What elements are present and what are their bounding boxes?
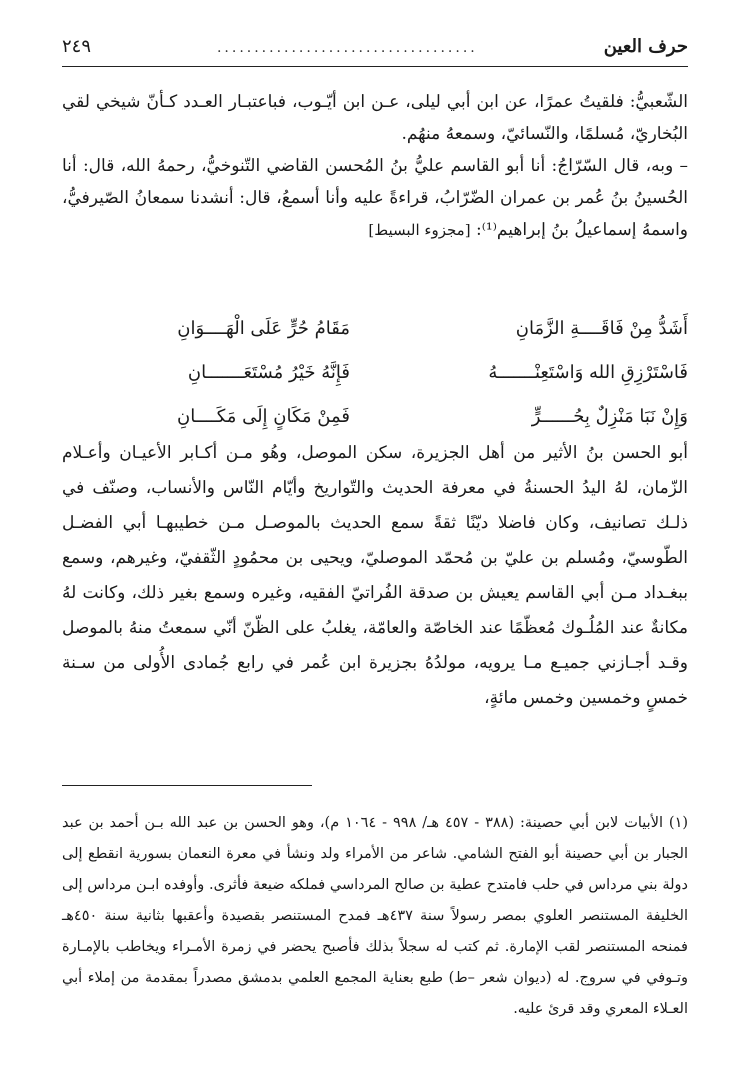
- footnote-text: (١) الأبيات لابن أبي حصينة: (٣٨٨ - ٤٥٧ هـ/ ٩٩٨ - ١٠٦٤ م)، وهو الحسن بن عبد الله بـن أحمد بن عبد الجبار بن أبي حصينة أبو الفتح الشامي. شاعر من الأمراء ولد ونشأ في معرة النعمان بسورية انقطع إلى دولة بني مرداس في حلب فامتدح عطية بن صالح المرداسي فملكه ضيعة فأثرى. وأوفده ابـن مرداس إلى الخليفة المستنصر العلوي بمصر رسولاً سنة ٤٣٧هـ فمدح المستنصر بقصيدة وأعقبها بثانية سنة ٤٥٠هـ فمنحه المستنصر لقب الإمارة. ثم كتب له سجلاً بذلك فأصبح يحضر في زمرة الأمـراء ويخاطب بالإمـارة وتـوفي في سروج. له (ديوان شعر –ط) طبع بعناية المجمع العلمي بدمشق مصدراً بمقدمة من إملاء أبي العـلاء المعري وقد قرئ عليه.: [62, 815, 689, 1017]
- verse-first-half: وَإِنْ نَبَا مَنْزِلٌ بِحُــــــرٍّ: [531, 405, 688, 427]
- verse-second-half: مَقَامُ حُرٍّ عَلَى الْهَــــوَانِ: [177, 317, 350, 339]
- paragraph-2-text: – وبه، قال السّرّاجُ: أنا أبو القاسم عليُّ بنُ المُحسن القاضي التّنوخيُّ، رحمهُ الله، قال: أنا الحُسينُ بنُ عُمر بن عمران الضّرّابُ، قراءةً عليه وأنا أسمعُ، قال: أنشدنا سمعانُ الصّيرفيُّ، واسمهُ إسماعيلُ بنُ إبراهيم: [62, 156, 689, 240]
- running-title: حرف العين: [603, 36, 688, 57]
- main-text: [62, 86, 688, 246]
- footnote: [62, 808, 688, 1025]
- poem-verse: [110, 350, 688, 394]
- verse-first-half: أَشَدُّ مِنْ فَاقَــــةِ الزَّمَانِ: [515, 317, 688, 339]
- verse-first-half: فَاسْتَرْزِقِ الله وَاسْتَعِنْـــــــهُ: [488, 361, 688, 383]
- leader-dots: ...................................: [216, 40, 478, 56]
- poem-verse: [110, 394, 688, 438]
- poem-meter: [مجزوء البسيط]: [368, 221, 471, 239]
- verse-second-half: فَإِنَّهُ خَيْرُ مُسْتَعَـــــــانِ: [187, 361, 350, 383]
- verse-second-half: فَمِنْ مَكَانٍ إِلَى مَكَــــانِ: [176, 405, 350, 427]
- page-header: [62, 36, 688, 67]
- paragraph-2: – وبه، قال السّرّاجُ: أنا أبو القاسم عليُّ بنُ المُحسن القاضي التّنوخيُّ، رحمهُ الله، قال: أنا الحُسينُ بنُ عُمر بن عمران الضّرّابُ، قراءةً عليه وأنا أسمعُ، قال: أنشدنا سمعانُ الصّيرفيُّ، واسمهُ إسماعيلُ بنُ إبراهيم⁽¹⁾: [مجزوء البسيط]: [62, 156, 689, 240]
- poem-verse: [110, 306, 688, 350]
- poem: [110, 306, 688, 438]
- paragraph-1: الشّعبيُّ: فلقيتُ عمرًا، عن ابن أبي ليلى، عـن ابن أيّـوب، فباعتبـار العـدد كـأنّ شيخي لقي البُخاريّ، مُسلمًا، والنّسائيّ، وسمعهُ منهُم.: [62, 92, 688, 144]
- footnote-marker: ⁽¹⁾: [481, 220, 497, 240]
- footnote-separator: [62, 785, 312, 786]
- page-number: ٢٤٩: [62, 36, 92, 57]
- biography-paragraph: [62, 436, 688, 716]
- biography-text: أبو الحسن بنُ الأثير من أهل الجزيرة، سكن الموصل، وهُو مـن أكـابر الأعيـان وأعـلام الزّمان، لهُ اليدُ الحسنةُ في معرفة الحديث والتّواريخ وأيّام النّاس والأنساب، وصنّف في ذلـك تصانيف، وكان فاضلا ديّنًا ثقةً سمع الحديث بالموصـل مـن خطيبهـا أبي الفضـل الطّوسيّ، ومُسلم بن عليّ بن مُحمّد الموصليّ، ويحيى بن محمُودٍ الثّقفيّ، وغيرهم، وسمع ببغـداد مـن أبي القاسم يعيش بن صدقة الفُراتيّ الفقيه، وغيره وسمع بغير ذلك، وكانت لهُ مكانةٌ عند المُلُـوك مُعظّمًا عند الخاصّة والعامّة، يغلبُ على الظّنّ أنّي سمعتُ منهُ بالموصل وقـد أجـازني جميـع مـا يرويه، مولدُهُ بجزيرة ابن عُمر في رابع جُمادى الأُولى من سـنة خمسٍ وخمسين وخمس مائةٍ،: [62, 443, 688, 708]
